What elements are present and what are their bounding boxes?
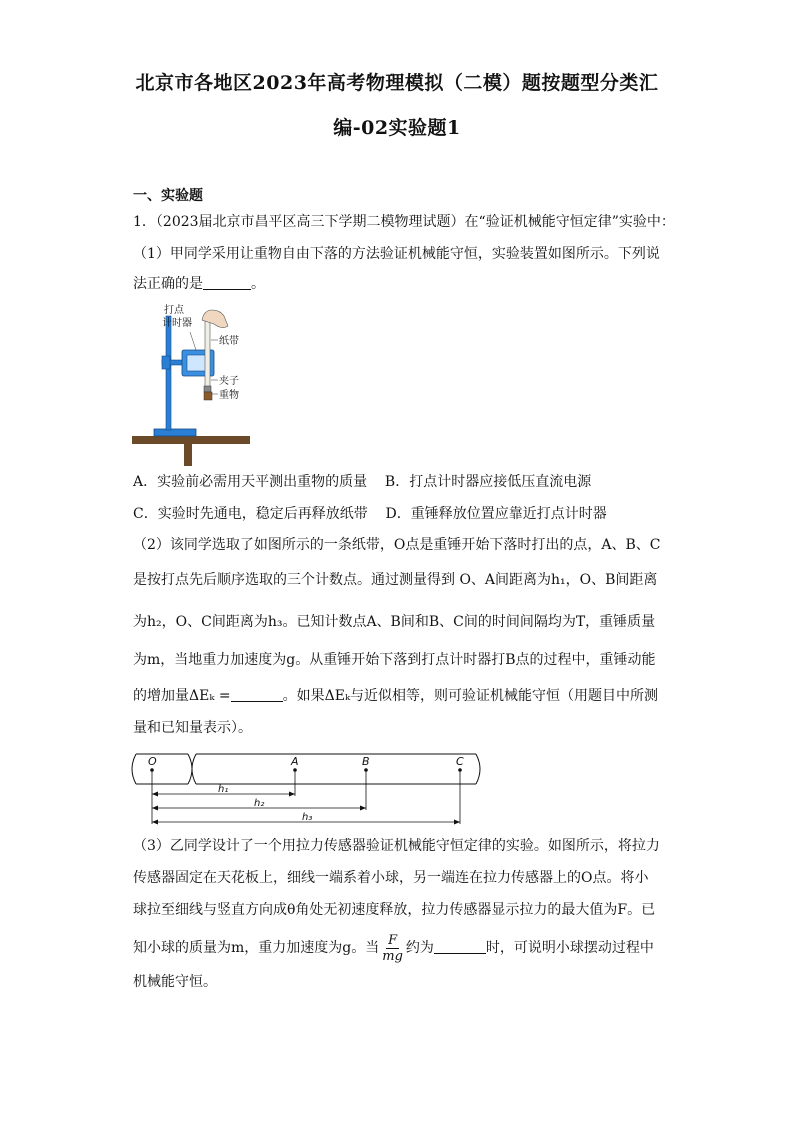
label-tape: 纸带 xyxy=(219,336,239,347)
label-timer-2: 计时器 xyxy=(162,318,192,329)
part-2-line-5 xyxy=(133,686,733,706)
part-2-text: 的增加量ΔEₖ = xyxy=(133,688,231,704)
options-row-1 xyxy=(133,472,733,492)
part-3-line-4 xyxy=(133,932,733,964)
weight xyxy=(204,392,212,400)
part-2-line-1: （2）该同学选取了如图所示的一条纸带，O点是重锤开始下落时打出的点，A、B、C xyxy=(133,537,661,553)
label-o: O xyxy=(148,755,157,768)
label-a: A xyxy=(291,755,299,768)
part-3-line-1: （3）乙同学设计了一个用拉力传感器验证机械能守恒定律的实验。如图所示，将拉力 xyxy=(133,838,660,854)
part-2-line-2: 是按打点先后顺序选取的三个计数点。通过测量得到 O、A间距离为h₁，O、B间距离 xyxy=(133,572,658,588)
option-c: C．实验时先通电，稳定后再释放纸带 xyxy=(133,506,368,522)
options-row-2 xyxy=(133,504,733,524)
answer-blank-3 xyxy=(434,939,486,954)
part-1-line-2 xyxy=(133,274,733,294)
part-3-line-3: 球拉至细线与竖直方向成θ角处无初速度释放，拉力传感器显示拉力的最大值为F。已 xyxy=(133,902,656,918)
part-1-period: 。 xyxy=(251,276,265,292)
part-3-line-5: 机械能守恒。 xyxy=(133,974,217,990)
clamp-knob xyxy=(162,356,170,369)
option-b: B．打点计时器应接低压直流电源 xyxy=(384,474,592,490)
label-weight: 重物 xyxy=(219,390,239,401)
apparatus-figure xyxy=(132,298,252,466)
part-3-text: 知小球的质量为m，重力加速度为g。当 xyxy=(133,940,380,956)
section-heading: 一、实验题 xyxy=(133,188,203,204)
question-1-header: 1．（2023届北京市昌平区高三下学期二模物理试题）在“验证机械能守恒定律”实验中： xyxy=(133,214,675,230)
page-title-line1: 北京市各地区2023年高考物理模拟（二模）题按题型分类汇 xyxy=(135,72,659,94)
answer-blank-1 xyxy=(203,275,251,290)
label-timer-1: 打点 xyxy=(164,305,184,316)
part-3-mid: 约为 xyxy=(405,940,434,956)
part-2-line-3: 为h₂，O、C间距离为h₃。已知计数点A、B间和B、C间的时间间隔均为T，重锤质量 xyxy=(133,614,656,630)
label-b: B xyxy=(362,755,370,768)
part-3-line-2: 传感器固定在天花板上，细线一端系着小球，另一端连在拉力传感器上的O点。将小 xyxy=(133,870,649,886)
stand-base xyxy=(154,429,196,436)
table-leg xyxy=(184,444,192,466)
tape-figure xyxy=(130,748,486,828)
part-3-post: 时，可说明小球摆动过程中 xyxy=(485,940,654,956)
answer-blank-2 xyxy=(231,687,283,702)
part-2-text-post: 。如果ΔEₖ与近似相等，则可验证机械能守恒（用题目中所测 xyxy=(282,688,659,704)
fraction-denominator: mg xyxy=(382,948,403,964)
paper-tape xyxy=(205,318,210,388)
fraction-f-over-mg xyxy=(382,933,403,964)
option-a: A．实验前必需用天平测出重物的质量 xyxy=(133,474,368,490)
label-h1: h₁ xyxy=(218,784,229,795)
part-2-line-4: 为m，当地重力加速度为g。从重锤开始下落到打点计时器打B点的过程中，重锤动能 xyxy=(133,652,656,668)
part-1-text: 法正确的是 xyxy=(133,276,203,292)
label-h2: h₂ xyxy=(254,798,265,809)
stand-pole xyxy=(166,316,171,430)
option-d: D．重锤释放位置应靠近打点计时器 xyxy=(385,506,607,522)
label-clip: 夹子 xyxy=(219,376,239,387)
page-title-line2: 编-02实验题1 xyxy=(333,117,461,139)
label-h3: h₃ xyxy=(302,812,313,823)
table-top xyxy=(132,436,250,444)
part-1-line-1: （1）甲同学采用让重物自由下落的方法验证机械能守恒，实验装置如图所示。下列说 xyxy=(133,246,660,262)
clip xyxy=(204,386,211,392)
fraction-numerator: F xyxy=(388,932,398,948)
label-c: C xyxy=(456,755,464,768)
part-2-line-6: 量和已知量表示）。 xyxy=(133,720,252,736)
